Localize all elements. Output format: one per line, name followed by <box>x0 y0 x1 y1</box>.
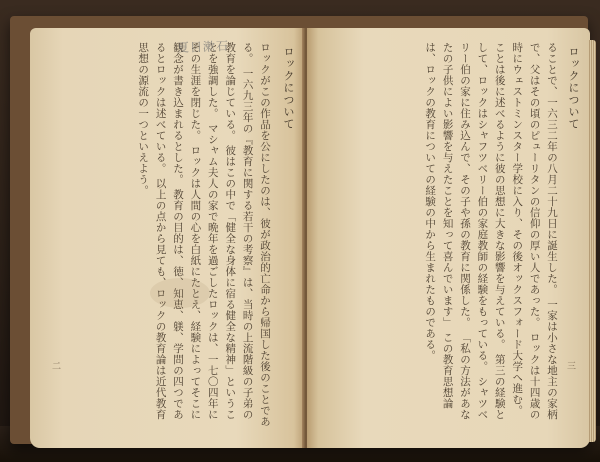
text-line: 教育の目的は、徳、知恵、躾、学問の四つであるとロックは述べている。 <box>154 42 184 420</box>
text-line: 第三の経験として、ロックはシャフツベリー伯の家庭教師の経験をもっている。 <box>476 42 506 420</box>
book-cover <box>10 16 588 444</box>
text-line: ことは後に述べるように彼の思想に大きな影響を与えている。 <box>493 42 506 350</box>
text-line: ロックは人間の心を白紙にたとえ、経験によってそこに観念が書き込まれるとした。 <box>171 42 202 420</box>
text-line: シャツベリー伯の家に住み込んで、その子や孫の教育に関係した。 <box>458 42 489 420</box>
page-number-left: 二 <box>52 362 62 372</box>
text-line: 一六九三年の『教育に関する若干の考察』は、当時の上流階級の子弟の教育を論じている。 <box>224 42 254 420</box>
text-line: 彼はこの中で「健全な身体に宿る健全な精神」ということを強調した。 <box>206 42 237 420</box>
running-head-left: ロックについて <box>282 46 295 130</box>
running-head-right: ロックについて <box>567 46 580 130</box>
text-line: ることで、一六三二年の八月二十九日に誕生した。 <box>546 42 558 295</box>
text-line: マシャム夫人の家で晩年を過ごしたロックは、一七〇四年にその生涯を閉じた。 <box>189 42 219 420</box>
right-page-text <box>421 42 560 427</box>
text-line: この教育思想論は、ロックの教育についての経験の中から生まれたものである。 <box>424 42 454 409</box>
text-line: ロックは十四歳の時にウェストミンスター学校に入り、その後オックスフォード大学へ進む。 <box>511 42 541 420</box>
text-line: 一家は小さな地主の家柄で、父はその頃のピューリタンの信仰の厚い人であった。 <box>528 42 558 420</box>
page-number-right: 三 <box>566 362 576 372</box>
page-edges <box>588 40 596 442</box>
handwritten-note: 夏目漱石 <box>176 39 230 55</box>
text-line: 以上の点から見ても、ロックの教育論は近代教育思想の源流の一つといえよう。 <box>137 42 167 420</box>
left-page <box>30 28 305 448</box>
text-line: ロックがこの作品を公にしたのは、彼が政治的亡命から帰国した後のことである。 <box>241 42 271 427</box>
left-page-text <box>134 42 273 427</box>
underline-mark <box>150 278 210 308</box>
text-line: 「私の方法があなたの子供によい影響を与えたことを知って喜んでいます」 <box>441 42 471 420</box>
